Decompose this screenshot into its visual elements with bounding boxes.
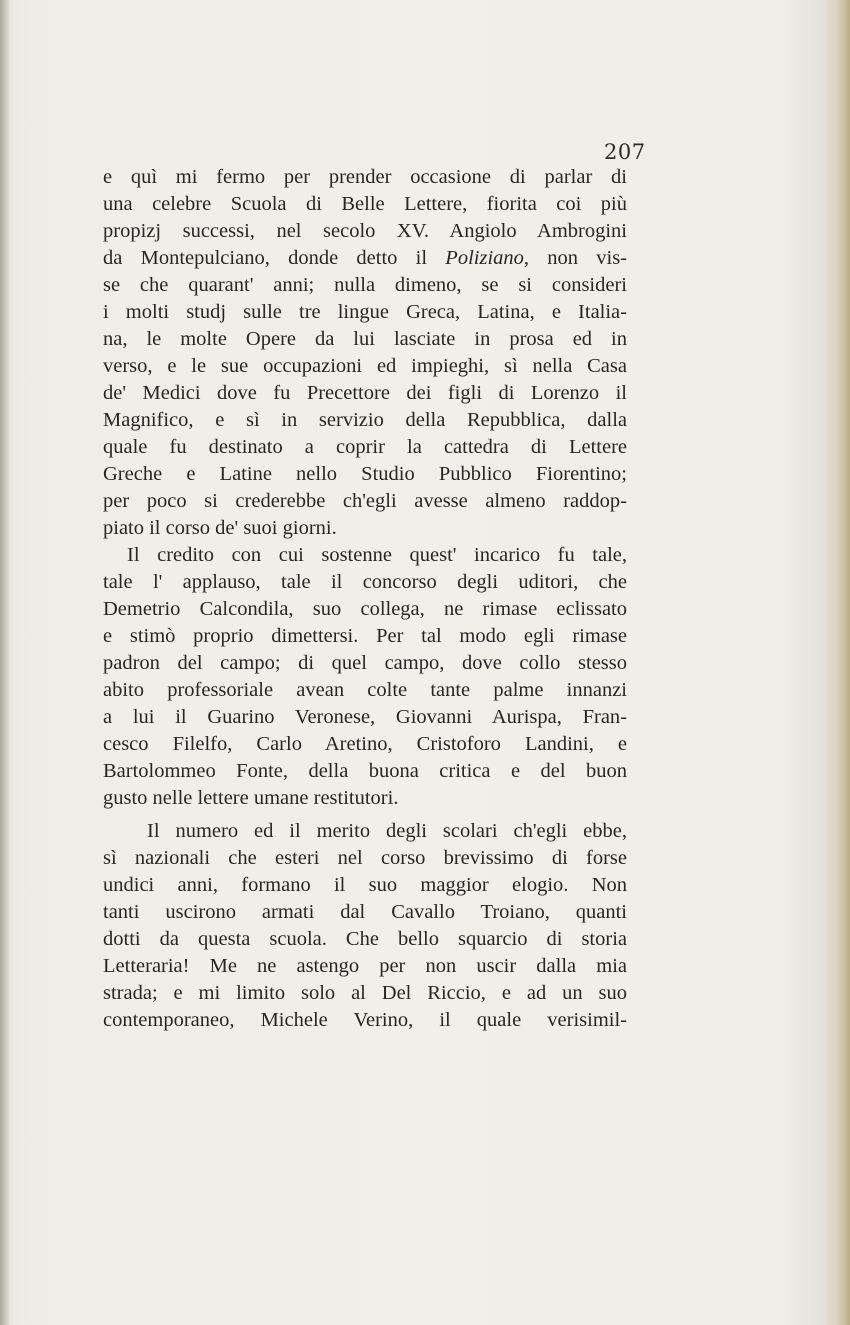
text-line: e quì mi fermo per prender occasione di parlar di bbox=[103, 166, 627, 188]
text-line: propizj successi, nel secolo XV. Angiolo Ambrogini bbox=[103, 220, 627, 242]
text-line: abito professoriale avean colte tante palme innanzi bbox=[103, 679, 627, 701]
text-line: na, le molte Opere da lui lasciate in prosa ed in bbox=[103, 328, 627, 350]
text-line: undici anni, formano il suo maggior elogio. Non bbox=[103, 874, 627, 896]
text-line: Il credito con cui sostenne quest' incarico fu tale, bbox=[127, 544, 627, 566]
text-line: Magnifico, e sì in servizio della Repubblica, dalla bbox=[103, 409, 627, 431]
text-line: Il numero ed il merito degli scolari ch'egli ebbe, bbox=[147, 820, 627, 842]
text-line: a lui il Guarino Veronese, Giovanni Aurispa, Fran- bbox=[103, 706, 627, 728]
text-line: piato il corso de' suoi giorni. bbox=[103, 517, 337, 539]
page-edge-foxing bbox=[824, 0, 850, 1325]
text-line: Greche e Latine nello Studio Pubblico Fiorentino; bbox=[103, 463, 627, 485]
text-line: de' Medici dove fu Precettore dei figli di Lorenzo il bbox=[103, 382, 627, 404]
page-gutter-shadow bbox=[0, 0, 10, 1325]
text-line: cesco Filelfo, Carlo Aretino, Cristoforo Landini, e bbox=[103, 733, 627, 755]
text-line bbox=[103, 245, 627, 272]
text-line: tanti uscirono armati dal Cavallo Troiano, quanti bbox=[103, 901, 627, 923]
page-number: 207 bbox=[604, 140, 646, 164]
text-line: tale l' applauso, tale il concorso degli uditori, che bbox=[103, 571, 627, 593]
text-line: dotti da questa scuola. Che bello squarcio di storia bbox=[103, 928, 627, 950]
text-line: verso, e le sue occupazioni ed impieghi, sì nella Casa bbox=[103, 355, 627, 377]
text-line: se che quarant' anni; nulla dimeno, se si consideri bbox=[103, 274, 627, 296]
text-line: strada; e mi limito solo al Del Riccio, e ad un suo bbox=[103, 982, 627, 1004]
text-line: sì nazionali che esteri nel corso brevissimo di forse bbox=[103, 847, 627, 869]
text-line: i molti studj sulle tre lingue Greca, Latina, e Italia- bbox=[103, 301, 627, 323]
text-line: Bartolommeo Fonte, della buona critica e del buon bbox=[103, 760, 627, 782]
text-line: gusto nelle lettere umane restitutori. bbox=[103, 787, 399, 809]
body-text bbox=[103, 164, 627, 1034]
text-line: padron del campo; di quel campo, dove collo stesso bbox=[103, 652, 627, 674]
text-line: quale fu destinato a coprir la cattedra di Lettere bbox=[103, 436, 627, 458]
text-line: Letteraria! Me ne astengo per non uscir dalla mia bbox=[103, 955, 627, 977]
text-line: una celebre Scuola di Belle Lettere, fiorita coi più bbox=[103, 193, 627, 215]
text-line: Demetrio Calcondila, suo collega, ne rimase eclissato bbox=[103, 598, 627, 620]
text-fragment: da Montepulciano, donde detto il Poliziano, non vis- bbox=[103, 247, 628, 269]
text-line: contemporaneo, Michele Verino, il quale verisimil- bbox=[103, 1009, 627, 1031]
text-line: e stimò proprio dimettersi. Per tal modo egli rimase bbox=[103, 625, 627, 647]
text-line: per poco si crederebbe ch'egli avesse almeno raddop- bbox=[103, 490, 627, 512]
